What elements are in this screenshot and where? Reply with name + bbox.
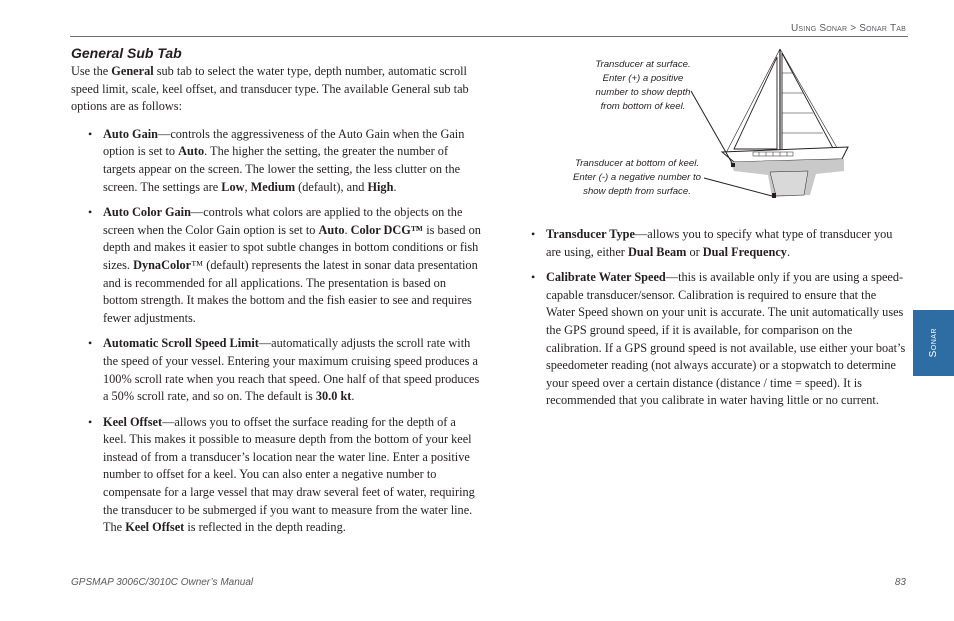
bullet-icon: • [88,126,93,141]
bullet-icon: • [531,227,536,241]
left-column [71,63,481,537]
footer-page-number: 83 [894,577,906,588]
bullet-icon: • [88,336,93,351]
sonar-side-tab[interactable] [913,310,954,376]
bullet-icon: • [531,270,536,285]
section-title: General Sub Tab [71,45,182,61]
breadcrumb-part-2: Sonar Tab [859,23,906,34]
list-item-transducer-type: • Transducer Type—allows you to specify what type of transducer you are using, either Dual Beam or Dual Frequency. [531,227,893,259]
option-list-left [71,126,481,537]
keel-offset-figure [558,45,908,205]
list-item-calibrate-water-speed: • Calibrate Water Speed—this is available only if you are using a speed-capable transducer/sensor. Calibration is required to ensure that the Water Speed shown on your unit is accurate. The unit automatically uses the GPS ground speed, if it is available, for comparison on the calibration. If a GPS ground speed is not available, use either your boat’s speedometer reading (not always accurate) or a stopwatch to determine your speed over a certain distance (distance / time = speed). It is recommended that you calibrate in water having little or no current. [531,270,906,408]
breadcrumb-separator: > [850,23,857,34]
footer-manual-title: GPSMAP 3006C/3010C Owner’s Manual [71,577,254,588]
list-item-auto-scroll-speed: • Automatic Scroll Speed Limit—automatically adjusts the scroll rate with the speed of your vessel. Entering your maximum cruising speed produces a 100% scroll rate when you reach that speed. One half of that speed produces a 50% scroll rate, and so on. The default is 30.0 kt. [88,336,480,404]
caption-transducer-surface: Transducer at surface. Enter (+) a positive number to show depth from bottom of keel. [595,59,691,112]
header-rule [70,36,908,37]
right-column [514,218,906,410]
side-tab-label: Sonar [928,328,939,358]
list-item-keel-offset: • Keel Offset—allows you to offset the surface reading for the depth of a keel. This makes it possible to measure depth from the bottom of your keel instead of from a transducer’s location near the water line. Enter a positive number to offset for a keel. You can also enter a negative number to compensate for a large vessel that may draw several feet of water, requiring the transducer to be submerged if you want to measure from the water line. The Keel Offset is reflected in the depth reading. [88,414,475,535]
list-item-auto-gain: • Auto Gain—controls the aggressiveness of the Auto Gain when the Gain option is set to Auto. The higher the setting, the greater the number of targets appear on the screen. The lower the setting, the less clutter on the screen. The settings are Low, Medium (default), and High. [88,126,465,194]
breadcrumb-part-1: Using Sonar [791,23,848,34]
breadcrumb [791,23,906,34]
option-list-right [514,226,906,410]
caption-transducer-keel: Transducer at bottom of keel. Enter (-) a negative number to show depth from surface. [573,158,701,197]
bullet-icon: • [88,414,93,429]
list-item-auto-color-gain: • Auto Color Gain—controls what colors are applied to the objects on the screen when the Color Gain option is set to Auto. Color DCG™ is based on depth and makes it easier to spot subtle changes in bottom conditions or fish sizes. DynaColor™ (default) represents the latest in sonar data presentation and is recommended for all applications. The presentation is based on bottom strength. It makes the bottom and the fish easier to see and requires fewer adjustments. [88,205,481,325]
bullet-icon: • [88,205,93,220]
intro-paragraph: Use the General sub tab to select the water type, depth number, automatic scroll speed limit, scale, keel offset, and transducer type. The available General sub tab options are as follows: [71,64,469,114]
